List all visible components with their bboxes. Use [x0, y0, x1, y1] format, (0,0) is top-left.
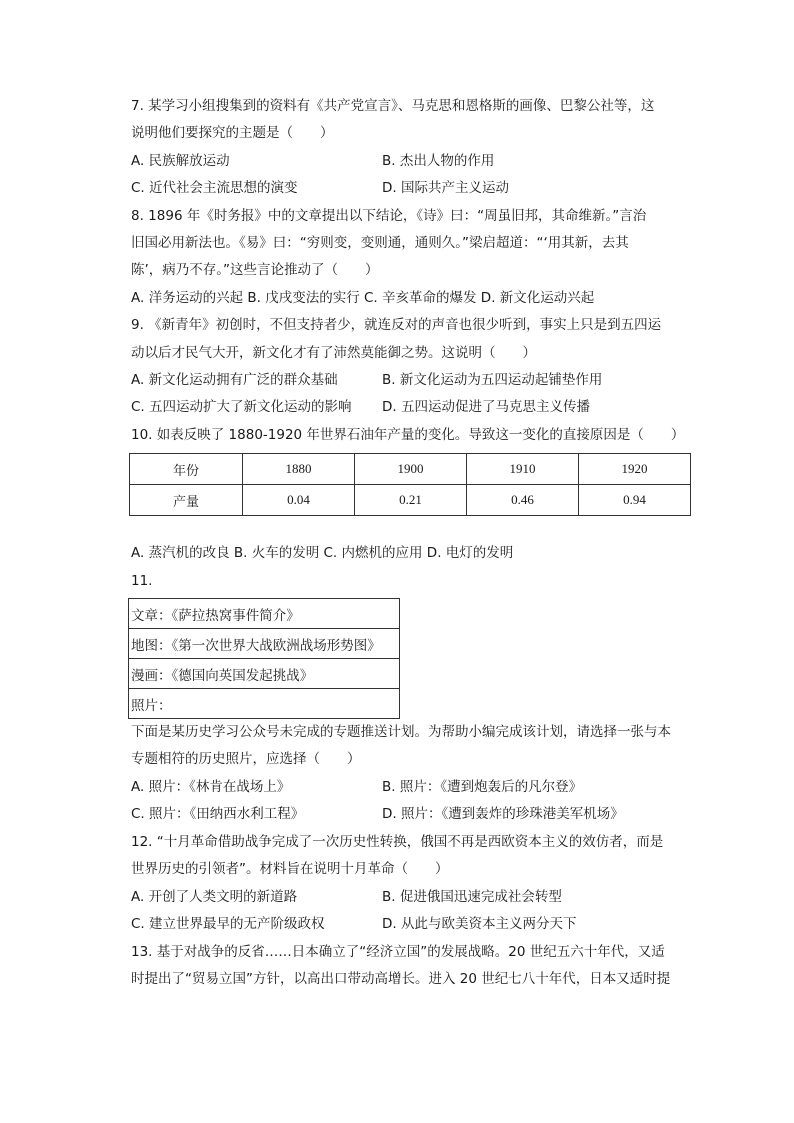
table-cell: 文章：《萨拉热窝事件简介》	[129, 599, 400, 629]
table-row	[130, 485, 691, 516]
q11-option-d[interactable]: D. 照片：《遭到轰炸的珍珠港美军机场》	[382, 806, 624, 822]
q13-stem-line-2: 时提出了“贸易立国”方针，以高出口带动高增长。进入 20 世纪七八十年代，日本又适时提	[131, 971, 671, 987]
topic-plan-table	[128, 598, 400, 719]
q12-option-c[interactable]: C. 建立世界最早的无产阶级政权	[131, 916, 325, 932]
q7-stem-line-1: 7. 某学习小组搜集到的资料有《共产党宣言》、马克思和恩格斯的画像、巴黎公社等，这	[131, 98, 655, 114]
q12-option-a[interactable]: A. 开创了人类文明的新道路	[131, 889, 298, 905]
q9-option-c[interactable]: C. 五四运动扩大了新文化运动的影响	[131, 399, 352, 415]
q11-option-b[interactable]: B. 照片：《遭到炮轰后的凡尔登》	[382, 779, 583, 795]
q12-stem-line-2: 世界历史的引领者”。材料旨在说明十月革命（ ）	[131, 861, 449, 877]
q9-stem-line-1: 9. 《新青年》初创时，不但支持者少，就连反对的声音也很少听到，事实上只是到五四运	[131, 317, 662, 333]
q11-option-c[interactable]: C. 照片：《田纳西水利工程》	[131, 806, 305, 822]
q12-stem-line-1: 12. “十月革命借助战争完成了一次历史性转换，俄国不再是西欧资本主义的效仿者，而是	[131, 834, 664, 850]
q7-option-b[interactable]: B. 杰出人物的作用	[382, 153, 495, 169]
q11-stem-line-1: 下面是某历史学习公众号未完成的专题推送计划。为帮助小编完成该计划，请选择一张与本	[131, 724, 671, 740]
q7-option-d[interactable]: D. 国际共产主义运动	[382, 180, 509, 196]
table-cell: 产量	[130, 485, 243, 516]
q9-stem-line-2: 动以后才民气大开，新文化才有了沛然莫能御之势。这说明（ ）	[131, 345, 536, 361]
table-row	[129, 659, 400, 689]
q11-stem-line-2: 专题相符的历史照片，应选择（ ）	[131, 751, 361, 767]
table-cell: 1900	[355, 454, 467, 485]
table-cell: 照片：	[129, 689, 400, 719]
table-cell: 地图：《第一次世界大战欧洲战场形势图》	[129, 629, 400, 659]
q11-number: 11.	[131, 573, 153, 589]
q12-option-b[interactable]: B. 促进俄国迅速完成社会转型	[382, 889, 562, 905]
q10-options[interactable]: A. 蒸汽机的改良 B. 火车的发明 C. 内燃机的应用 D. 电灯的发明	[131, 545, 514, 561]
table-cell: 漫画：《德国向英国发起挑战》	[129, 659, 400, 689]
table-row	[130, 454, 691, 485]
table-row	[129, 599, 400, 629]
q9-option-a[interactable]: A. 新文化运动拥有广泛的群众基础	[131, 372, 338, 388]
q10-stem: 10. 如表反映了 1880-1920 年世界石油年产量的变化。导致这一变化的直接原因是（ ）	[131, 427, 685, 443]
table-cell: 年份	[130, 454, 243, 485]
q8-stem-line-3: 陈’，病乃不存。”这些言论推动了（ ）	[131, 262, 379, 278]
q7-option-c[interactable]: C. 近代社会主流思想的演变	[131, 180, 298, 196]
q9-option-d[interactable]: D. 五四运动促进了马克思主义传播	[382, 399, 590, 415]
table-cell: 0.94	[579, 485, 691, 516]
table-cell: 1880	[243, 454, 355, 485]
q9-option-b[interactable]: B. 新文化运动为五四运动起铺垫作用	[382, 372, 603, 388]
q8-stem-line-2: 旧国必用新法也。《易》曰：“穷则变，变则通，通则久。”梁启超道：“‘用其新，去其	[131, 235, 629, 251]
oil-production-table	[129, 453, 691, 516]
table-cell: 0.46	[467, 485, 579, 516]
table-cell: 0.21	[355, 485, 467, 516]
table-cell: 0.04	[243, 485, 355, 516]
q8-stem-line-1: 8. 1896 年《时务报》中的文章提出以下结论，《诗》曰：“周虽旧邦，其命维新。”言治	[131, 208, 647, 224]
table-row	[129, 629, 400, 659]
q7-stem-line-2: 说明他们要探究的主题是（ ）	[131, 125, 334, 141]
q13-stem-line-1: 13. 基于对战争的反省……日本确立了“经济立国”的发展战略。20 世纪五六十年代，又适	[131, 944, 665, 960]
q12-option-d[interactable]: D. 从此与欧美资本主义两分天下	[382, 916, 577, 932]
q8-options[interactable]: A. 洋务运动的兴起 B. 戊戌变法的实行 C. 辛亥革命的爆发 D. 新文化运动兴起	[131, 290, 595, 306]
table-cell: 1910	[467, 454, 579, 485]
q7-option-a[interactable]: A. 民族解放运动	[131, 153, 230, 169]
q11-option-a[interactable]: A. 照片：《林肯在战场上》	[131, 779, 291, 795]
table-row	[129, 689, 400, 719]
table-cell: 1920	[579, 454, 691, 485]
